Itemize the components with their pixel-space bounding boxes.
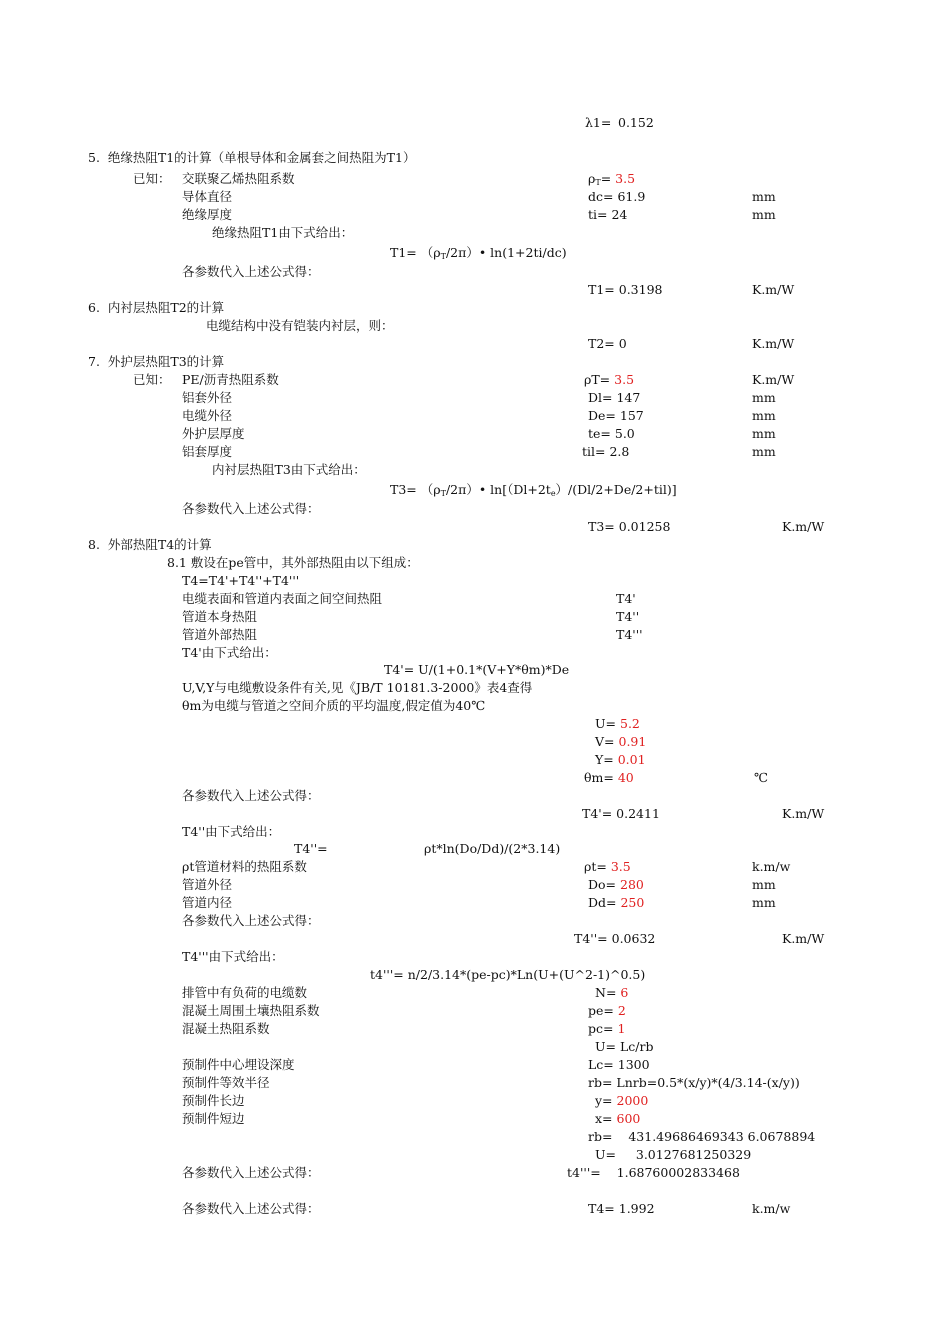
s7-param5-eq: til= 2.8 [582,444,630,459]
s8-formula2-lhs: T4''= [294,841,328,856]
s8-pc-label: 混凝土热阻系数 [182,1021,270,1036]
s5-param3-eq: ti= 24 [588,207,628,222]
s8-dd-label: 管道内径 [182,895,233,910]
s6-result: T2= 0 [588,336,627,351]
s8-pt-unit: k.m/w [752,859,791,874]
section7-heading: 7. 外护层热阻T3的计算 [88,354,225,369]
s5-param1-label: 交联聚乙烯热阻系数 [182,171,295,186]
s8-u-value: U= 5.2 [595,716,640,731]
s8-sum-formula: T4=T4'+T4''+T4''' [182,573,300,588]
s5-param2-unit: mm [752,189,776,204]
s7-param1-eq: ρT= 3.5 [584,372,635,387]
section8-heading: 8. 外部热阻T4的计算 [88,537,212,552]
s8-result-t4: T4= 1.992 [588,1201,655,1216]
s8-pe-eq: pe= 2 [588,1003,626,1018]
s5-param2-eq: dc= 61.9 [588,189,646,204]
s7-param2-label: 铝套外径 [182,390,233,405]
s8-subst4-text: 各参数代入上述公式得： [182,1201,320,1216]
s5-param3-unit: mm [752,207,776,222]
s8-x-eq: x= 600 [595,1111,641,1126]
s8-component2-symbol: T4'' [616,609,640,624]
s5-param2-label: 导体直径 [182,189,233,204]
s8-note2: θm为电缆与管道之空间介质的平均温度,假定值为40℃ [182,698,486,713]
s8-n-eq: N= 6 [595,985,629,1000]
s8-component3-symbol: T4''' [616,627,643,642]
s8-component3-label: 管道外部热阻 [182,627,258,642]
s8-y-eq: y= 2000 [595,1093,649,1108]
s8-component1-label: 电缆表面和管道内表面之间空间热阻 [182,591,383,606]
s5-subst-text: 各参数代入上述公式得： [182,264,320,279]
s8-result-t4pp: T4''= 0.0632 [574,931,656,946]
s7-param2-eq: Dl= 147 [588,390,641,405]
s7-param5-label: 铝套厚度 [182,444,233,459]
s7-param4-label: 外护层厚度 [182,426,245,441]
s7-param2-unit: mm [752,390,776,405]
s8-theta-m-unit: ℃ [754,770,768,785]
s8-x-label: 预制件短边 [182,1111,245,1126]
s8-given2-text: T4''由下式给出： [182,824,281,839]
s7-param3-unit: mm [752,408,776,423]
s7-param1-unit: K.m/W [752,372,795,387]
s6-result-unit: K.m/W [752,336,795,351]
section5-heading: 5. 绝缘热阻T1的计算（单根导体和金属套之间热阻为T1） [88,150,416,165]
s7-param4-eq: te= 5.0 [588,426,635,441]
s7-param5-unit: mm [752,444,776,459]
s7-param3-eq: De= 157 [588,408,644,423]
s8-do-label: 管道外径 [182,877,233,892]
s8-pc-eq: pc= 1 [588,1021,626,1036]
s8-subst3-text: 各参数代入上述公式得： [182,1165,320,1180]
s5-formula: $T1= (\rho_T/2\pi)•$ ln(1+2ti/dc) [390,245,567,261]
s8-theta-m-value: θm= 40 [584,770,634,785]
s8-formula3: t4'''= n/2/3.14*(pe-pc)*Ln(U+(U^2-1)^0.5) [370,967,646,982]
lambda1-value: 0.152 [618,115,654,130]
s7-formula: $T3= (\rho_T/2\pi)•$ $\ln[(Dl+2t_e)/(Dl/2+De/2+til)]$ [390,482,677,498]
s8-result-t4-unit: k.m/w [752,1201,791,1216]
s8-note1: U,V,Y与电缆敷设条件有关,见《JB/T 10181.3-2000》表4查得 [182,680,533,695]
s8-lc-eq: Lc= 1300 [588,1057,650,1072]
s8-dd-eq: Dd= 250 [588,895,645,910]
s8-u-formula: U= Lc/rb [595,1039,654,1054]
s8-result-t4ppp: t4'''= 1.68760002833468 [567,1165,740,1180]
s8-pe-label: 混凝土周围土壤热阻系数 [182,1003,320,1018]
lambda1-label: λ1= [585,115,612,130]
section6-heading: 6. 内衬层热阻T2的计算 [88,300,225,315]
s5-known-label: 已知： [133,171,171,186]
s8-formula1: T4'= U/(1+0.1*(V+Y*θm)*De [384,662,570,677]
s8-pt-eq: ρt= 3.5 [584,859,631,874]
s8-dd-unit: mm [752,895,776,910]
s8-n-label: 排管中有负荷的电缆数 [182,985,308,1000]
s8-component2-label: 管道本身热阻 [182,609,258,624]
s7-known-label: 已知： [133,372,171,387]
s5-param3-label: 绝缘厚度 [182,207,233,222]
s5-result: T1= 0.3198 [588,282,663,297]
s8-intro: 8.1 敷设在pe管中，其外部热阻由以下组成： [167,555,419,570]
s7-subst-text: 各参数代入上述公式得： [182,501,320,516]
s5-param1-eq: $\rho_T= 3.5$ [588,171,636,187]
s6-note: 电缆结构中没有铠装内衬层，则： [206,318,394,333]
s8-result-t4p-unit: K.m/W [782,806,825,821]
s8-subst1-text: 各参数代入上述公式得： [182,788,320,803]
s8-rb-label: 预制件等效半径 [182,1075,270,1090]
s8-do-unit: mm [752,877,776,892]
s7-result-unit: K.m/W [782,519,825,534]
s8-component1-symbol: T4' [616,591,636,606]
s8-rb-formula: rb= Lnrb=0.5*(x/y)*(4/3.14-(x/y)) [588,1075,800,1090]
s8-result-t4p: T4'= 0.2411 [582,806,660,821]
s8-do-eq: Do= 280 [588,877,644,892]
s7-given-text: 内衬层热阻T3由下式给出： [212,462,366,477]
s8-u-result: U= 3.0127681250329 [595,1147,752,1162]
s5-result-unit: K.m/W [752,282,795,297]
s8-given3-text: T4'''由下式给出： [182,949,284,964]
s8-y-value: Y= 0.01 [595,752,646,767]
s8-result-t4pp-unit: K.m/W [782,931,825,946]
s8-lc-label: 预制件中心埋设深度 [182,1057,295,1072]
s7-param1-label: PE/沥青热阻系数 [182,372,279,387]
s8-subst2-text: 各参数代入上述公式得： [182,913,320,928]
s8-v-value: V= 0.91 [595,734,647,749]
s8-pt-label: ρt管道材料的热阻系数 [182,859,307,874]
s8-y-label: 预制件长边 [182,1093,245,1108]
s8-given1-text: T4'由下式给出： [182,645,277,660]
s7-param4-unit: mm [752,426,776,441]
s8-rb-result: rb= 431.49686469343 6.0678894 [588,1129,816,1144]
s7-result: T3= 0.01258 [588,519,671,534]
s8-formula2-rhs: ρt*ln(Do/Dd)/(2*3.14) [424,841,561,856]
s7-param3-label: 电缆外径 [182,408,233,423]
s5-given-text: 绝缘热阻T1由下式给出： [212,225,354,240]
